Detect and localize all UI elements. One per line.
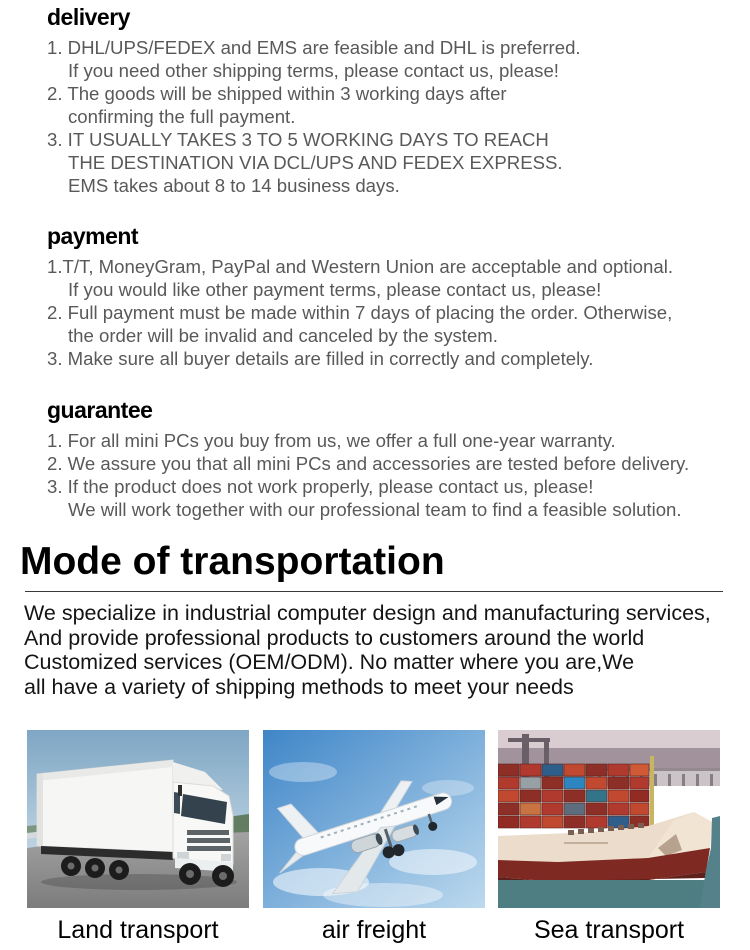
guarantee-section [47,397,689,521]
transport-intro [24,601,711,700]
land-transport-photo [27,730,249,908]
delivery-section [47,4,581,197]
delivery-heading: delivery [47,4,130,30]
list-line: 1. DHL/UPS/FEDEX and EMS are feasible and DHL is preferred. [47,37,581,58]
intro-line: We specialize in industrial computer design and manufacturing services, [24,601,711,625]
list-line: 2. We assure you that all mini PCs and accessories are tested before delivery. [47,453,690,474]
list-line: the order will be invalid and canceled by the system. [68,325,498,346]
sea-transport-photo [498,730,720,908]
list-line: 1.T/T, MoneyGram, PayPal and Western Union are acceptable and optional. [47,256,673,277]
figure-caption: Sea transport [533,916,685,944]
list-line: 3. If the product does not work properly, please contact us, please! [47,476,594,497]
transport-heading: Mode of transportation [20,540,445,583]
list-line: 2. The goods will be shipped within 3 working days after [47,83,507,104]
payment-list [47,255,673,370]
delivery-list [47,36,581,197]
air-freight-photo [263,730,485,908]
list-line: 3. Make sure all buyer details are filled in correctly and completely. [47,348,594,369]
land-transport-figure [27,730,249,945]
list-line: confirming the full payment. [68,106,296,127]
payment-heading: payment [47,223,139,249]
intro-line: all have a variety of shipping methods to meet your needs [24,675,574,700]
intro-line: And provide professional products to customers around the world [24,625,645,650]
intro-line: Customized services (OEM/ODM). No matter where you are,We [24,650,635,675]
list-line: 1. For all mini PCs you buy from us, we offer a full one-year warranty. [47,430,616,451]
air-freight-figure [263,730,485,945]
sea-transport-figure [498,730,720,945]
divider-line [25,591,723,592]
guarantee-list [47,429,689,521]
payment-section [47,223,673,370]
figure-caption: air freight [321,916,427,944]
list-line: 3. IT USUALLY TAKES 3 TO 5 WORKING DAYS TO REACH [47,129,549,150]
guarantee-heading: guarantee [47,397,153,423]
list-line: If you would like other payment terms, please contact us, please! [68,279,602,300]
figure-caption: Land transport [57,916,219,944]
list-line: We will work together with our professional team to find a feasible solution. [68,499,682,520]
list-line: EMS takes about 8 to 14 business days. [68,175,400,196]
list-line: If you need other shipping terms, please contact us, please! [68,60,559,81]
list-line: 2. Full payment must be made within 7 days of placing the order. Otherwise, [47,302,673,323]
list-line: THE DESTINATION VIA DCL/UPS AND FEDEX EXPRESS. [68,152,563,173]
